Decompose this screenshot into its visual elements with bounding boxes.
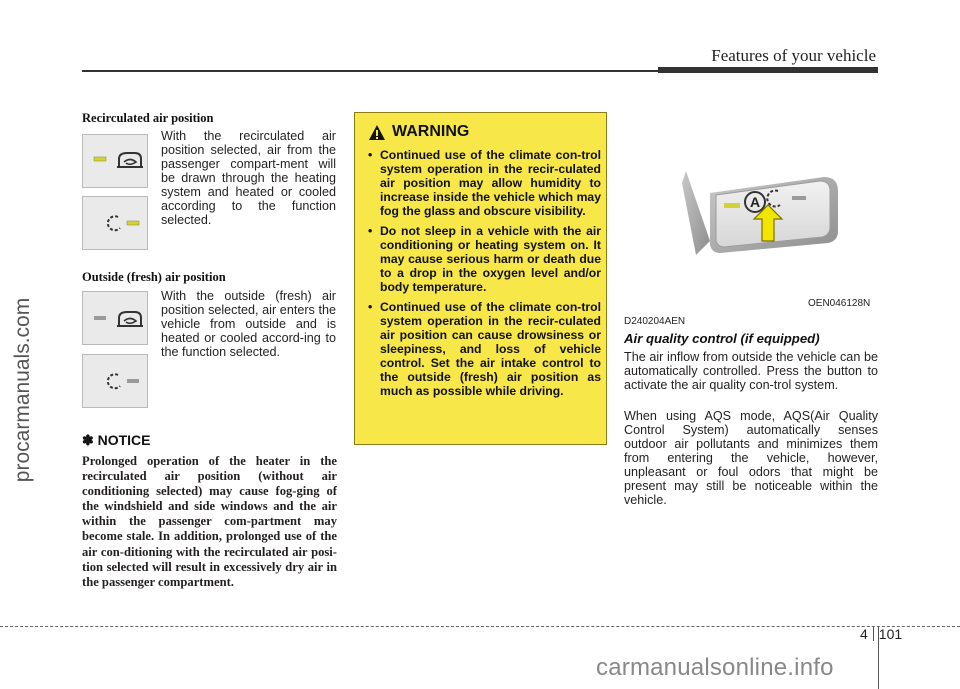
aq-paragraph-2: When using AQS mode, AQS(Air Quality Control System) automatically senses outdoor air pollutants and minimizes them from entering the vehicle, however, unpleasant or foul odors that might be present may still be noticeable within the vehicle. [624,409,878,507]
recirc-button-image-1 [82,134,148,188]
outside-heading: Outside (fresh) air position [82,270,226,284]
outside-air-off-icon [83,355,147,407]
header-rule-thick [658,67,878,73]
warning-triangle-icon [368,124,386,141]
warning-item: • Continued use of the climate con-trol system operation in the recir-culated air position can cause drowsiness or sleepiness, and loss of vehicle control. Set the air intake control to the outside (fresh) air position as much as possible while driving. [366,300,601,398]
aqs-button-letter: A [749,194,761,210]
recirc-air-icon [83,135,147,187]
notice-title: ✽ NOTICE [82,432,151,448]
aqs-button-illustration [624,113,878,310]
recirc-button-image-2 [82,196,148,250]
recirc-heading: Recirculated air position [82,111,214,125]
page-header-title: Features of your vehicle [711,46,876,65]
photo-label: OEN046128N [808,298,871,309]
section-code: D240204AEN [624,316,686,327]
side-watermark [8,260,38,520]
warning-title: WARNING [392,123,470,140]
warning-list [366,148,601,404]
header-rule [82,70,662,72]
page-number-separator [873,627,874,641]
recirc-air-off-icon [83,292,147,344]
aq-paragraph-1: The air inflow from outside the vehicle can be automatically controlled. Press the button to activate the air quality con-trol system. [624,350,878,392]
footer-watermark: carmanualsonline.info [596,654,834,681]
outside-button-image-1 [82,291,148,345]
warning-item: • Continued use of the climate con-trol system operation in the recir-culated air position may allow humidity to increase inside the vehicle which may fog the glass and obscure visibility. [366,148,601,218]
warning-item: • Do not sleep in a vehicle with the air conditioning or heating system on. It may cause serious harm or death due to a drop in the oxygen level and/or body temperature. [366,224,601,294]
aq-section-title: Air quality control (if equipped) [624,331,820,346]
outside-button-image-2 [82,354,148,408]
side-watermark-text: procarmanuals.com [11,297,34,483]
aqs-button-photo [624,113,878,310]
recirc-description: With the recirculated air position selected, air from the passenger compart-ment will be drawn through the heating system and heated or cooled according to the function selected. [161,129,336,227]
page-number-value: 101 [878,626,903,642]
warning-header [368,122,469,142]
outside-description: With the outside (fresh) air position selected, air enters the vehicle from outside and is heated or cooled accord-ing to the function selected. [161,289,336,359]
notice-text: Prolonged operation of the heater in the recirculated air position (without air conditioning selected) may cause fog-ging of the windshield and side windows and the air within the passenger com-partment may become stale. In addition, prolonged use of the air con-ditioning with the recirculated air posi-tion selected will result in excessively dry air in the passenger compartment. [82,454,337,589]
chapter-number: 4 [860,626,868,642]
footer-rule [0,626,960,628]
outside-air-icon [83,197,147,249]
page-number [860,626,902,642]
